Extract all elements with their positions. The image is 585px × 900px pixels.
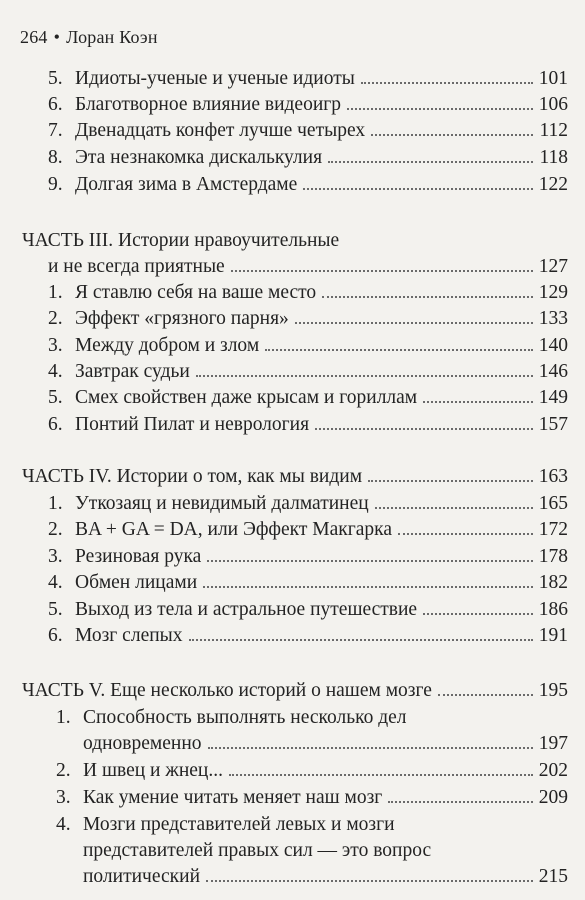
toc-entry-title: Благотворное влияние видеоигр <box>75 94 342 115</box>
toc-entry <box>48 333 568 359</box>
toc-entry-number: 4. <box>56 814 71 835</box>
toc-entry-page: 122 <box>538 174 568 195</box>
toc-entry-continuation: представителей правых сил — это вопрос <box>83 840 432 861</box>
toc-entry-page: 146 <box>538 361 568 382</box>
toc-entry-number: 5. <box>48 68 63 89</box>
dot-leader <box>265 334 533 351</box>
toc-entry-number: 2. <box>56 760 71 781</box>
toc-entry <box>48 359 568 385</box>
toc-entry-title: Как умение читать меняет наш мозг <box>83 787 383 808</box>
dot-leader <box>229 759 533 776</box>
dot-leader <box>423 386 533 403</box>
toc-entry <box>48 544 568 570</box>
dot-leader <box>322 281 533 298</box>
dot-leader <box>347 93 533 110</box>
toc-entry-number: 3. <box>48 546 63 567</box>
dot-leader <box>423 598 533 615</box>
toc-entry <box>48 517 568 543</box>
toc-entry-title: И швец и жнец... <box>83 760 223 781</box>
toc-entry <box>48 306 568 332</box>
toc-entry-number: 6. <box>48 625 63 646</box>
toc-entry-number: 6. <box>48 414 63 435</box>
dot-leader <box>231 255 533 272</box>
dot-leader <box>315 413 533 430</box>
toc-entry-continuation <box>83 864 568 890</box>
toc-entry-number: 5. <box>48 599 63 620</box>
dot-leader <box>196 360 533 377</box>
toc-entry-number: 2. <box>48 519 63 540</box>
toc-entry-title: и не всегда приятные <box>48 256 225 277</box>
toc-entry-number: 3. <box>48 335 63 356</box>
toc-entry <box>56 758 568 784</box>
toc-entry-first-line <box>56 812 395 838</box>
dot-leader <box>295 307 533 324</box>
dot-leader <box>361 67 533 84</box>
toc-entry-title: Двенадцать конфет лучше четырех <box>75 120 366 141</box>
toc-entry-title: политический <box>83 866 200 887</box>
toc-entry-page: 127 <box>538 256 568 277</box>
toc-entry-title: Выход из тела и астральное путешествие <box>75 599 418 620</box>
dot-leader <box>388 786 532 803</box>
toc-entry-number: 3. <box>56 787 71 808</box>
toc-entry-title: Завтрак судьи <box>75 361 190 382</box>
toc-entry-title: Долгая зима в Амстердаме <box>75 174 298 195</box>
dot-leader <box>375 492 533 509</box>
header-bullet: • <box>53 27 61 47</box>
toc-entry <box>56 785 568 811</box>
toc-entry-number: 1. <box>48 282 63 303</box>
toc-entry-page: 178 <box>538 546 568 567</box>
toc-entry-page: 195 <box>538 680 568 701</box>
toc-entry-title: Резиновая рука <box>75 546 202 567</box>
toc-entry-title: ЧАСТЬ V. Еще несколько историй о нашем мозге <box>22 680 432 701</box>
dot-leader <box>368 465 533 482</box>
toc-entry-title: одновременно <box>83 733 202 754</box>
toc-entry-page: 133 <box>538 308 568 329</box>
toc-entry-number: 1. <box>48 493 63 514</box>
toc-entry-number: 9. <box>48 174 63 195</box>
toc-entry <box>48 145 568 171</box>
part-heading-continuation <box>48 254 568 280</box>
toc-entry-title: Смех свойствен даже крысам и гориллам <box>75 387 418 408</box>
dot-leader <box>438 679 533 696</box>
toc-entry-title: Эта незнакомка дискалькулия <box>75 147 323 168</box>
toc-entry-page: 197 <box>538 733 568 754</box>
part-heading <box>22 678 568 704</box>
dot-leader <box>371 119 533 136</box>
toc-entry-page: 101 <box>538 68 568 89</box>
dot-leader <box>206 865 533 882</box>
toc-entry-title: Мозг слепых <box>75 625 183 646</box>
dot-leader <box>207 545 532 562</box>
dot-leader <box>303 173 532 190</box>
dot-leader <box>328 146 533 163</box>
toc-entry-page: 191 <box>538 625 568 646</box>
toc-entry-number: 4. <box>48 572 63 593</box>
toc-entry <box>48 623 568 649</box>
toc-entry-page: 209 <box>538 787 568 808</box>
toc-entry <box>48 570 568 596</box>
toc-entry <box>48 491 568 517</box>
toc-entry-page: 182 <box>538 572 568 593</box>
part-heading: ЧАСТЬ III. Истории нравоучительные <box>22 230 340 251</box>
toc-entry-number: 1. <box>56 707 71 728</box>
running-header <box>20 26 158 48</box>
toc-entry-page: 165 <box>538 493 568 514</box>
toc-entry-title: BA + GA = DA, или Эффект Макгарка <box>75 519 392 540</box>
toc-entry-title: ЧАСТЬ IV. Истории о том, как мы видим <box>22 466 363 487</box>
toc-entry-first-line <box>56 705 407 731</box>
toc-entry <box>48 280 568 306</box>
toc-entry-page: 157 <box>538 414 568 435</box>
dot-leader <box>398 518 533 535</box>
toc-entry <box>48 92 568 118</box>
toc-entry-title: Обмен лицами <box>75 572 198 593</box>
toc-entry-page: 106 <box>538 94 568 115</box>
dot-leader <box>203 571 533 588</box>
toc-entry-title: Эффект «грязного парня» <box>75 308 289 329</box>
part-heading <box>22 464 568 490</box>
toc-entry-page: 202 <box>538 760 568 781</box>
toc-entry-number: 5. <box>48 387 63 408</box>
toc-entry <box>48 66 568 92</box>
dot-leader <box>208 732 533 749</box>
page-number: 264 <box>20 27 48 47</box>
toc-entry-page: 129 <box>538 282 568 303</box>
toc-entry <box>48 412 568 438</box>
toc-entry-continuation <box>83 731 568 757</box>
toc-entry-title: Я ставлю себя на ваше место <box>75 282 317 303</box>
toc-entry-page: 140 <box>538 335 568 356</box>
toc-entry-title: Уткозаяц и невидимый далматинец <box>75 493 369 514</box>
toc-entry-page: 149 <box>538 387 568 408</box>
toc-entry-number: 8. <box>48 147 63 168</box>
toc-entry-number: 6. <box>48 94 63 115</box>
toc-entry-number: 4. <box>48 361 63 382</box>
toc-entry-page: 186 <box>538 599 568 620</box>
toc-entry-title: Между добром и злом <box>75 335 260 356</box>
toc-entry-page: 112 <box>539 120 568 141</box>
toc-entry <box>48 597 568 623</box>
toc-entry-title: Мозги представителей левых и мозги <box>83 814 395 835</box>
dot-leader <box>189 624 533 641</box>
toc-entry-number: 7. <box>48 120 63 141</box>
toc-entry <box>48 385 568 411</box>
toc-entry-page: 163 <box>538 466 568 487</box>
toc-entry-page: 215 <box>538 866 568 887</box>
toc-entry <box>48 172 568 198</box>
toc-entry-number: 2. <box>48 308 63 329</box>
author-name: Лоран Коэн <box>66 27 158 47</box>
toc-entry-page: 172 <box>538 519 568 540</box>
toc-entry <box>48 118 568 144</box>
toc-entry-title: Способность выполнять несколько дел <box>83 707 407 728</box>
toc-entry-page: 118 <box>539 147 568 168</box>
toc-entry-title: Идиоты-ученые и ученые идиоты <box>75 68 355 89</box>
toc-entry-title: Понтий Пилат и неврология <box>75 414 310 435</box>
